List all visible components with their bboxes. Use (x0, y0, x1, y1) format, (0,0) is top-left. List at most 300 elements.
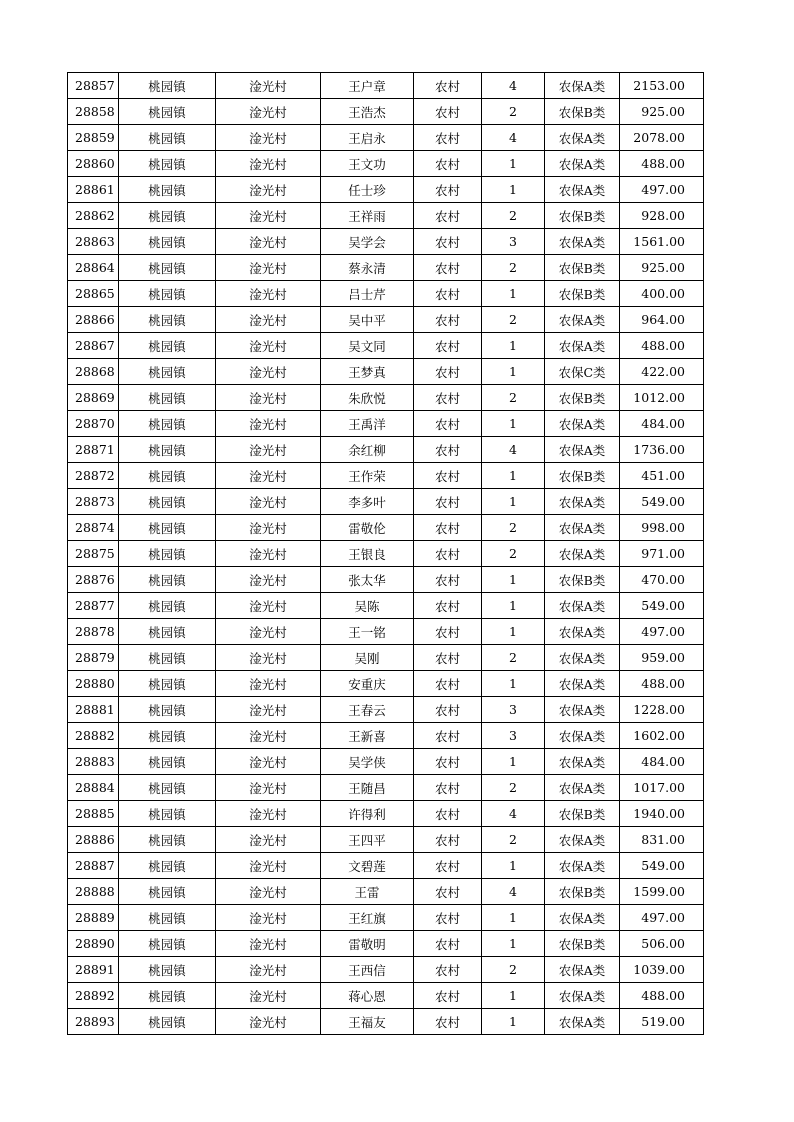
amount-cell: 998.00 (620, 515, 704, 541)
residence-type-cell: 农村 (414, 359, 482, 385)
household-head-cell: 王浩杰 (321, 99, 414, 125)
village-cell: 淦光村 (216, 229, 321, 255)
household-head-cell: 王四平 (321, 827, 414, 853)
town-cell: 桃园镇 (119, 801, 216, 827)
village-cell: 淦光村 (216, 567, 321, 593)
household-head-cell: 吕士芹 (321, 281, 414, 307)
household-head-cell: 王随昌 (321, 775, 414, 801)
table-row (68, 775, 704, 801)
member-count-cell: 3 (482, 697, 545, 723)
insurance-category-cell: 农保A类 (545, 437, 620, 463)
record-id-cell: 28861 (68, 177, 119, 203)
record-id-cell: 28869 (68, 385, 119, 411)
village-cell: 淦光村 (216, 827, 321, 853)
table-row (68, 73, 704, 99)
town-cell: 桃园镇 (119, 983, 216, 1009)
amount-cell: 497.00 (620, 177, 704, 203)
residence-type-cell: 农村 (414, 411, 482, 437)
village-cell: 淦光村 (216, 1009, 321, 1035)
residence-type-cell: 农村 (414, 437, 482, 463)
insurance-category-cell: 农保B类 (545, 879, 620, 905)
village-cell: 淦光村 (216, 437, 321, 463)
household-head-cell: 余红柳 (321, 437, 414, 463)
amount-cell: 484.00 (620, 749, 704, 775)
village-cell: 淦光村 (216, 125, 321, 151)
table-row (68, 307, 704, 333)
member-count-cell: 1 (482, 983, 545, 1009)
insurance-category-cell: 农保A类 (545, 411, 620, 437)
residence-type-cell: 农村 (414, 853, 482, 879)
table-row (68, 1009, 704, 1035)
residence-type-cell: 农村 (414, 1009, 482, 1035)
member-count-cell: 1 (482, 151, 545, 177)
residence-type-cell: 农村 (414, 775, 482, 801)
household-head-cell: 吴文同 (321, 333, 414, 359)
household-head-cell: 王春云 (321, 697, 414, 723)
amount-cell: 549.00 (620, 853, 704, 879)
town-cell: 桃园镇 (119, 229, 216, 255)
roster-body (68, 73, 704, 1035)
member-count-cell: 1 (482, 593, 545, 619)
insurance-category-cell: 农保A类 (545, 593, 620, 619)
household-head-cell: 王雷 (321, 879, 414, 905)
town-cell: 桃园镇 (119, 879, 216, 905)
town-cell: 桃园镇 (119, 255, 216, 281)
town-cell: 桃园镇 (119, 827, 216, 853)
insurance-category-cell: 农保A类 (545, 307, 620, 333)
village-cell: 淦光村 (216, 957, 321, 983)
table-row (68, 177, 704, 203)
record-id-cell: 28877 (68, 593, 119, 619)
residence-type-cell: 农村 (414, 73, 482, 99)
amount-cell: 488.00 (620, 151, 704, 177)
insurance-category-cell: 农保A类 (545, 645, 620, 671)
record-id-cell: 28862 (68, 203, 119, 229)
amount-cell: 925.00 (620, 255, 704, 281)
village-cell: 淦光村 (216, 463, 321, 489)
record-id-cell: 28878 (68, 619, 119, 645)
town-cell: 桃园镇 (119, 619, 216, 645)
insurance-category-cell: 农保A类 (545, 853, 620, 879)
amount-cell: 1012.00 (620, 385, 704, 411)
residence-type-cell: 农村 (414, 957, 482, 983)
record-id-cell: 28864 (68, 255, 119, 281)
insurance-category-cell: 农保A类 (545, 905, 620, 931)
member-count-cell: 2 (482, 645, 545, 671)
table-row (68, 385, 704, 411)
member-count-cell: 2 (482, 957, 545, 983)
member-count-cell: 1 (482, 1009, 545, 1035)
table-row (68, 99, 704, 125)
record-id-cell: 28893 (68, 1009, 119, 1035)
residence-type-cell: 农村 (414, 385, 482, 411)
village-cell: 淦光村 (216, 151, 321, 177)
amount-cell: 1017.00 (620, 775, 704, 801)
village-cell: 淦光村 (216, 931, 321, 957)
household-head-cell: 王启永 (321, 125, 414, 151)
record-id-cell: 28892 (68, 983, 119, 1009)
table-row (68, 125, 704, 151)
household-head-cell: 王梦真 (321, 359, 414, 385)
village-cell: 淦光村 (216, 333, 321, 359)
table-row (68, 411, 704, 437)
record-id-cell: 28881 (68, 697, 119, 723)
insurance-category-cell: 农保B类 (545, 99, 620, 125)
insurance-category-cell: 农保A类 (545, 515, 620, 541)
household-head-cell: 蔡永清 (321, 255, 414, 281)
amount-cell: 488.00 (620, 671, 704, 697)
village-cell: 淦光村 (216, 879, 321, 905)
household-head-cell: 王一铭 (321, 619, 414, 645)
record-id-cell: 28866 (68, 307, 119, 333)
table-row (68, 905, 704, 931)
table-row (68, 515, 704, 541)
town-cell: 桃园镇 (119, 177, 216, 203)
town-cell: 桃园镇 (119, 853, 216, 879)
member-count-cell: 1 (482, 489, 545, 515)
insurance-category-cell: 农保A类 (545, 229, 620, 255)
insurance-category-cell: 农保A类 (545, 125, 620, 151)
table-row (68, 957, 704, 983)
town-cell: 桃园镇 (119, 307, 216, 333)
member-count-cell: 4 (482, 879, 545, 905)
insurance-category-cell: 农保A类 (545, 1009, 620, 1035)
insurance-category-cell: 农保B类 (545, 255, 620, 281)
member-count-cell: 4 (482, 437, 545, 463)
record-id-cell: 28874 (68, 515, 119, 541)
amount-cell: 470.00 (620, 567, 704, 593)
town-cell: 桃园镇 (119, 489, 216, 515)
member-count-cell: 2 (482, 307, 545, 333)
town-cell: 桃园镇 (119, 125, 216, 151)
member-count-cell: 4 (482, 125, 545, 151)
record-id-cell: 28883 (68, 749, 119, 775)
amount-cell: 1736.00 (620, 437, 704, 463)
insurance-category-cell: 农保A类 (545, 827, 620, 853)
amount-cell: 484.00 (620, 411, 704, 437)
household-head-cell: 王禹洋 (321, 411, 414, 437)
table-row (68, 879, 704, 905)
member-count-cell: 1 (482, 281, 545, 307)
residence-type-cell: 农村 (414, 749, 482, 775)
insurance-category-cell: 农保A类 (545, 541, 620, 567)
village-cell: 淦光村 (216, 73, 321, 99)
residence-type-cell: 农村 (414, 619, 482, 645)
table-row (68, 281, 704, 307)
record-id-cell: 28872 (68, 463, 119, 489)
town-cell: 桃园镇 (119, 697, 216, 723)
household-head-cell: 任士珍 (321, 177, 414, 203)
residence-type-cell: 农村 (414, 671, 482, 697)
record-id-cell: 28876 (68, 567, 119, 593)
household-head-cell: 王福友 (321, 1009, 414, 1035)
table-row (68, 697, 704, 723)
household-head-cell: 吴刚 (321, 645, 414, 671)
village-cell: 淦光村 (216, 775, 321, 801)
insurance-category-cell: 农保B类 (545, 801, 620, 827)
village-cell: 淦光村 (216, 281, 321, 307)
member-count-cell: 1 (482, 333, 545, 359)
town-cell: 桃园镇 (119, 645, 216, 671)
household-head-cell: 张太华 (321, 567, 414, 593)
insurance-category-cell: 农保B类 (545, 385, 620, 411)
record-id-cell: 28859 (68, 125, 119, 151)
residence-type-cell: 农村 (414, 255, 482, 281)
record-id-cell: 28873 (68, 489, 119, 515)
record-id-cell: 28858 (68, 99, 119, 125)
table-row (68, 567, 704, 593)
town-cell: 桃园镇 (119, 203, 216, 229)
town-cell: 桃园镇 (119, 775, 216, 801)
member-count-cell: 1 (482, 931, 545, 957)
village-cell: 淦光村 (216, 359, 321, 385)
household-head-cell: 雷敬伦 (321, 515, 414, 541)
insurance-category-cell: 农保A类 (545, 177, 620, 203)
amount-cell: 1940.00 (620, 801, 704, 827)
insurance-category-cell: 农保A类 (545, 619, 620, 645)
residence-type-cell: 农村 (414, 515, 482, 541)
household-head-cell: 许得利 (321, 801, 414, 827)
household-head-cell: 文碧莲 (321, 853, 414, 879)
residence-type-cell: 农村 (414, 333, 482, 359)
record-id-cell: 28867 (68, 333, 119, 359)
amount-cell: 488.00 (620, 333, 704, 359)
member-count-cell: 1 (482, 359, 545, 385)
member-count-cell: 1 (482, 905, 545, 931)
town-cell: 桃园镇 (119, 151, 216, 177)
amount-cell: 488.00 (620, 983, 704, 1009)
residence-type-cell: 农村 (414, 151, 482, 177)
table-row (68, 853, 704, 879)
village-cell: 淦光村 (216, 723, 321, 749)
village-cell: 淦光村 (216, 801, 321, 827)
residence-type-cell: 农村 (414, 541, 482, 567)
table-row (68, 229, 704, 255)
household-head-cell: 朱欣悦 (321, 385, 414, 411)
town-cell: 桃园镇 (119, 99, 216, 125)
amount-cell: 497.00 (620, 905, 704, 931)
village-cell: 淦光村 (216, 983, 321, 1009)
residence-type-cell: 农村 (414, 697, 482, 723)
residence-type-cell: 农村 (414, 281, 482, 307)
table-row (68, 983, 704, 1009)
village-cell: 淦光村 (216, 749, 321, 775)
table-row (68, 593, 704, 619)
household-head-cell: 吴中平 (321, 307, 414, 333)
insurance-category-cell: 农保A类 (545, 73, 620, 99)
town-cell: 桃园镇 (119, 333, 216, 359)
residence-type-cell: 农村 (414, 203, 482, 229)
amount-cell: 971.00 (620, 541, 704, 567)
residence-type-cell: 农村 (414, 307, 482, 333)
residence-type-cell: 农村 (414, 567, 482, 593)
record-id-cell: 28870 (68, 411, 119, 437)
record-id-cell: 28886 (68, 827, 119, 853)
table-row (68, 931, 704, 957)
amount-cell: 549.00 (620, 489, 704, 515)
member-count-cell: 1 (482, 619, 545, 645)
town-cell: 桃园镇 (119, 437, 216, 463)
record-id-cell: 28891 (68, 957, 119, 983)
residence-type-cell: 农村 (414, 463, 482, 489)
member-count-cell: 1 (482, 671, 545, 697)
village-cell: 淦光村 (216, 177, 321, 203)
table-row (68, 723, 704, 749)
residence-type-cell: 农村 (414, 827, 482, 853)
amount-cell: 925.00 (620, 99, 704, 125)
town-cell: 桃园镇 (119, 281, 216, 307)
member-count-cell: 2 (482, 775, 545, 801)
amount-cell: 519.00 (620, 1009, 704, 1035)
town-cell: 桃园镇 (119, 957, 216, 983)
table-row (68, 463, 704, 489)
village-cell: 淦光村 (216, 541, 321, 567)
residence-type-cell: 农村 (414, 645, 482, 671)
member-count-cell: 2 (482, 541, 545, 567)
table-row (68, 749, 704, 775)
amount-cell: 959.00 (620, 645, 704, 671)
household-head-cell: 王红旗 (321, 905, 414, 931)
record-id-cell: 28890 (68, 931, 119, 957)
table-row (68, 827, 704, 853)
insurance-category-cell: 农保B类 (545, 463, 620, 489)
member-count-cell: 1 (482, 853, 545, 879)
record-id-cell: 28857 (68, 73, 119, 99)
village-cell: 淦光村 (216, 307, 321, 333)
insurance-category-cell: 农保A类 (545, 489, 620, 515)
household-head-cell: 吴陈 (321, 593, 414, 619)
insurance-category-cell: 农保C类 (545, 359, 620, 385)
table-row (68, 645, 704, 671)
residence-type-cell: 农村 (414, 723, 482, 749)
village-cell: 淦光村 (216, 645, 321, 671)
town-cell: 桃园镇 (119, 723, 216, 749)
amount-cell: 497.00 (620, 619, 704, 645)
insurance-category-cell: 农保A类 (545, 983, 620, 1009)
town-cell: 桃园镇 (119, 749, 216, 775)
member-count-cell: 2 (482, 99, 545, 125)
town-cell: 桃园镇 (119, 411, 216, 437)
insurance-category-cell: 农保A类 (545, 957, 620, 983)
amount-cell: 1561.00 (620, 229, 704, 255)
town-cell: 桃园镇 (119, 463, 216, 489)
town-cell: 桃园镇 (119, 905, 216, 931)
residence-type-cell: 农村 (414, 125, 482, 151)
table-row (68, 359, 704, 385)
village-cell: 淦光村 (216, 905, 321, 931)
household-head-cell: 安重庆 (321, 671, 414, 697)
member-count-cell: 4 (482, 73, 545, 99)
table-row (68, 437, 704, 463)
household-head-cell: 蒋心恩 (321, 983, 414, 1009)
amount-cell: 1039.00 (620, 957, 704, 983)
town-cell: 桃园镇 (119, 385, 216, 411)
table-row (68, 203, 704, 229)
amount-cell: 2153.00 (620, 73, 704, 99)
roster-table (67, 72, 704, 1035)
record-id-cell: 28888 (68, 879, 119, 905)
amount-cell: 1602.00 (620, 723, 704, 749)
table-row (68, 255, 704, 281)
amount-cell: 831.00 (620, 827, 704, 853)
residence-type-cell: 农村 (414, 229, 482, 255)
member-count-cell: 3 (482, 723, 545, 749)
insurance-category-cell: 农保A类 (545, 671, 620, 697)
amount-cell: 400.00 (620, 281, 704, 307)
member-count-cell: 1 (482, 177, 545, 203)
record-id-cell: 28868 (68, 359, 119, 385)
member-count-cell: 1 (482, 749, 545, 775)
member-count-cell: 1 (482, 567, 545, 593)
village-cell: 淦光村 (216, 203, 321, 229)
insurance-category-cell: 农保A类 (545, 697, 620, 723)
member-count-cell: 3 (482, 229, 545, 255)
insurance-category-cell: 农保A类 (545, 749, 620, 775)
household-head-cell: 吴学侠 (321, 749, 414, 775)
table-row (68, 541, 704, 567)
record-id-cell: 28865 (68, 281, 119, 307)
record-id-cell: 28860 (68, 151, 119, 177)
amount-cell: 506.00 (620, 931, 704, 957)
insurance-category-cell: 农保B类 (545, 931, 620, 957)
village-cell: 淦光村 (216, 619, 321, 645)
village-cell: 淦光村 (216, 593, 321, 619)
residence-type-cell: 农村 (414, 177, 482, 203)
residence-type-cell: 农村 (414, 983, 482, 1009)
insurance-category-cell: 农保A类 (545, 333, 620, 359)
town-cell: 桃园镇 (119, 73, 216, 99)
town-cell: 桃园镇 (119, 567, 216, 593)
town-cell: 桃园镇 (119, 359, 216, 385)
household-head-cell: 王作荣 (321, 463, 414, 489)
amount-cell: 1228.00 (620, 697, 704, 723)
residence-type-cell: 农村 (414, 801, 482, 827)
residence-type-cell: 农村 (414, 99, 482, 125)
amount-cell: 549.00 (620, 593, 704, 619)
residence-type-cell: 农村 (414, 879, 482, 905)
amount-cell: 451.00 (620, 463, 704, 489)
record-id-cell: 28879 (68, 645, 119, 671)
table-row (68, 671, 704, 697)
insurance-category-cell: 农保B类 (545, 203, 620, 229)
town-cell: 桃园镇 (119, 593, 216, 619)
household-head-cell: 王新喜 (321, 723, 414, 749)
member-count-cell: 2 (482, 203, 545, 229)
record-id-cell: 28889 (68, 905, 119, 931)
residence-type-cell: 农村 (414, 593, 482, 619)
insurance-category-cell: 农保B类 (545, 567, 620, 593)
insurance-category-cell: 农保B类 (545, 281, 620, 307)
household-head-cell: 王西信 (321, 957, 414, 983)
record-id-cell: 28875 (68, 541, 119, 567)
insurance-category-cell: 农保A类 (545, 723, 620, 749)
member-count-cell: 1 (482, 411, 545, 437)
household-head-cell: 王祥雨 (321, 203, 414, 229)
village-cell: 淦光村 (216, 515, 321, 541)
record-id-cell: 28884 (68, 775, 119, 801)
residence-type-cell: 农村 (414, 931, 482, 957)
household-head-cell: 王文功 (321, 151, 414, 177)
residence-type-cell: 农村 (414, 905, 482, 931)
amount-cell: 422.00 (620, 359, 704, 385)
household-head-cell: 吴学会 (321, 229, 414, 255)
record-id-cell: 28882 (68, 723, 119, 749)
village-cell: 淦光村 (216, 411, 321, 437)
village-cell: 淦光村 (216, 99, 321, 125)
insurance-category-cell: 农保A类 (545, 151, 620, 177)
table-row (68, 151, 704, 177)
member-count-cell: 4 (482, 801, 545, 827)
